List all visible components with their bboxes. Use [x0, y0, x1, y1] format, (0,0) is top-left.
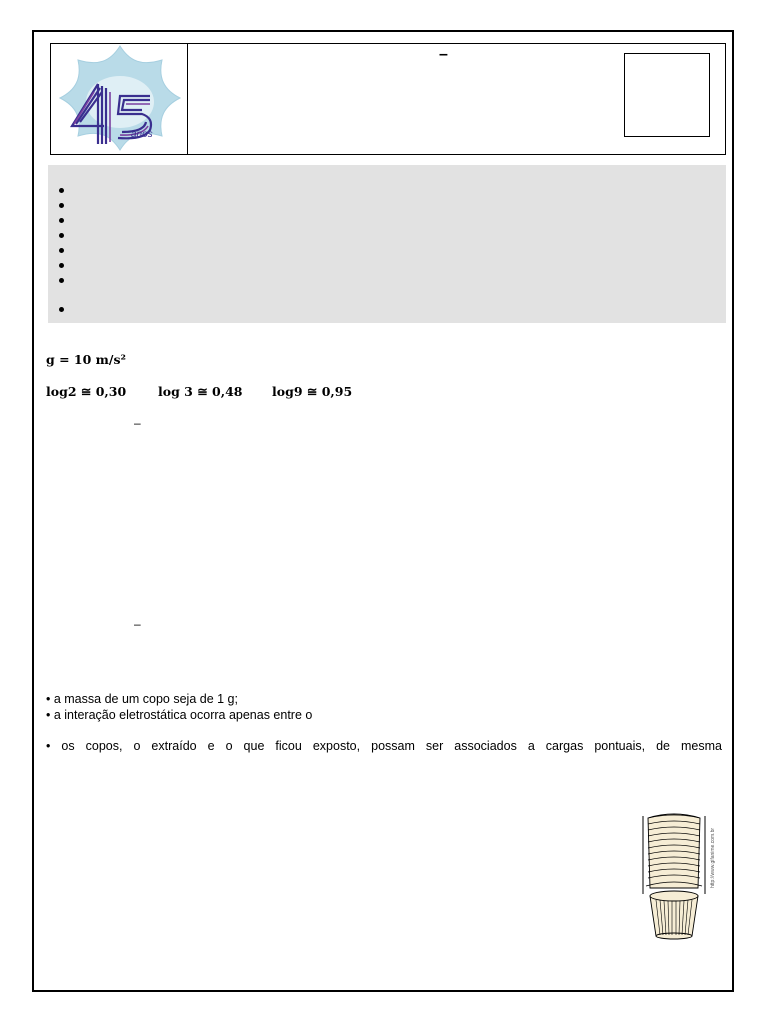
header-dash: –: [439, 46, 448, 63]
question-dash: –: [134, 416, 141, 430]
instruction-bullet: [58, 215, 68, 225]
svg-text:http://www.gifanime.com.br: http://www.gifanime.com.br: [710, 827, 716, 888]
log2-constant: log2 ≅ 0,30: [46, 384, 127, 399]
grade-box: [624, 53, 710, 137]
log9-constant: log9 ≅ 0,95: [272, 384, 353, 399]
log3-constant: log 3 ≅ 0,48: [158, 384, 243, 399]
question-dash: –: [134, 617, 141, 631]
instruction-bullet: [58, 200, 68, 210]
instruction-bullet: [58, 185, 68, 195]
instruction-bullet: [58, 245, 68, 255]
stacked-cups-icon: [636, 808, 722, 944]
school-logo-icon: [58, 44, 182, 152]
instructions-panel: [48, 165, 726, 323]
assumption-item: • a interação eletrostática ocorra apenas entre o: [46, 708, 313, 722]
gravity-constant: g = 10 m/s²: [46, 352, 126, 367]
instruction-bullet: [58, 275, 68, 285]
instruction-bullet: [58, 304, 68, 314]
assumption-item: • a massa de um copo seja de 1 g;: [46, 692, 238, 706]
svg-text:anos: anos: [131, 129, 153, 140]
header-divider: [187, 43, 188, 155]
assumption-item: • os copos, o extraído e o que ficou exposto, possam ser associados a cargas pontuais, de mesma: [46, 739, 722, 753]
instruction-bullet: [58, 230, 68, 240]
instruction-bullet: [58, 260, 68, 270]
